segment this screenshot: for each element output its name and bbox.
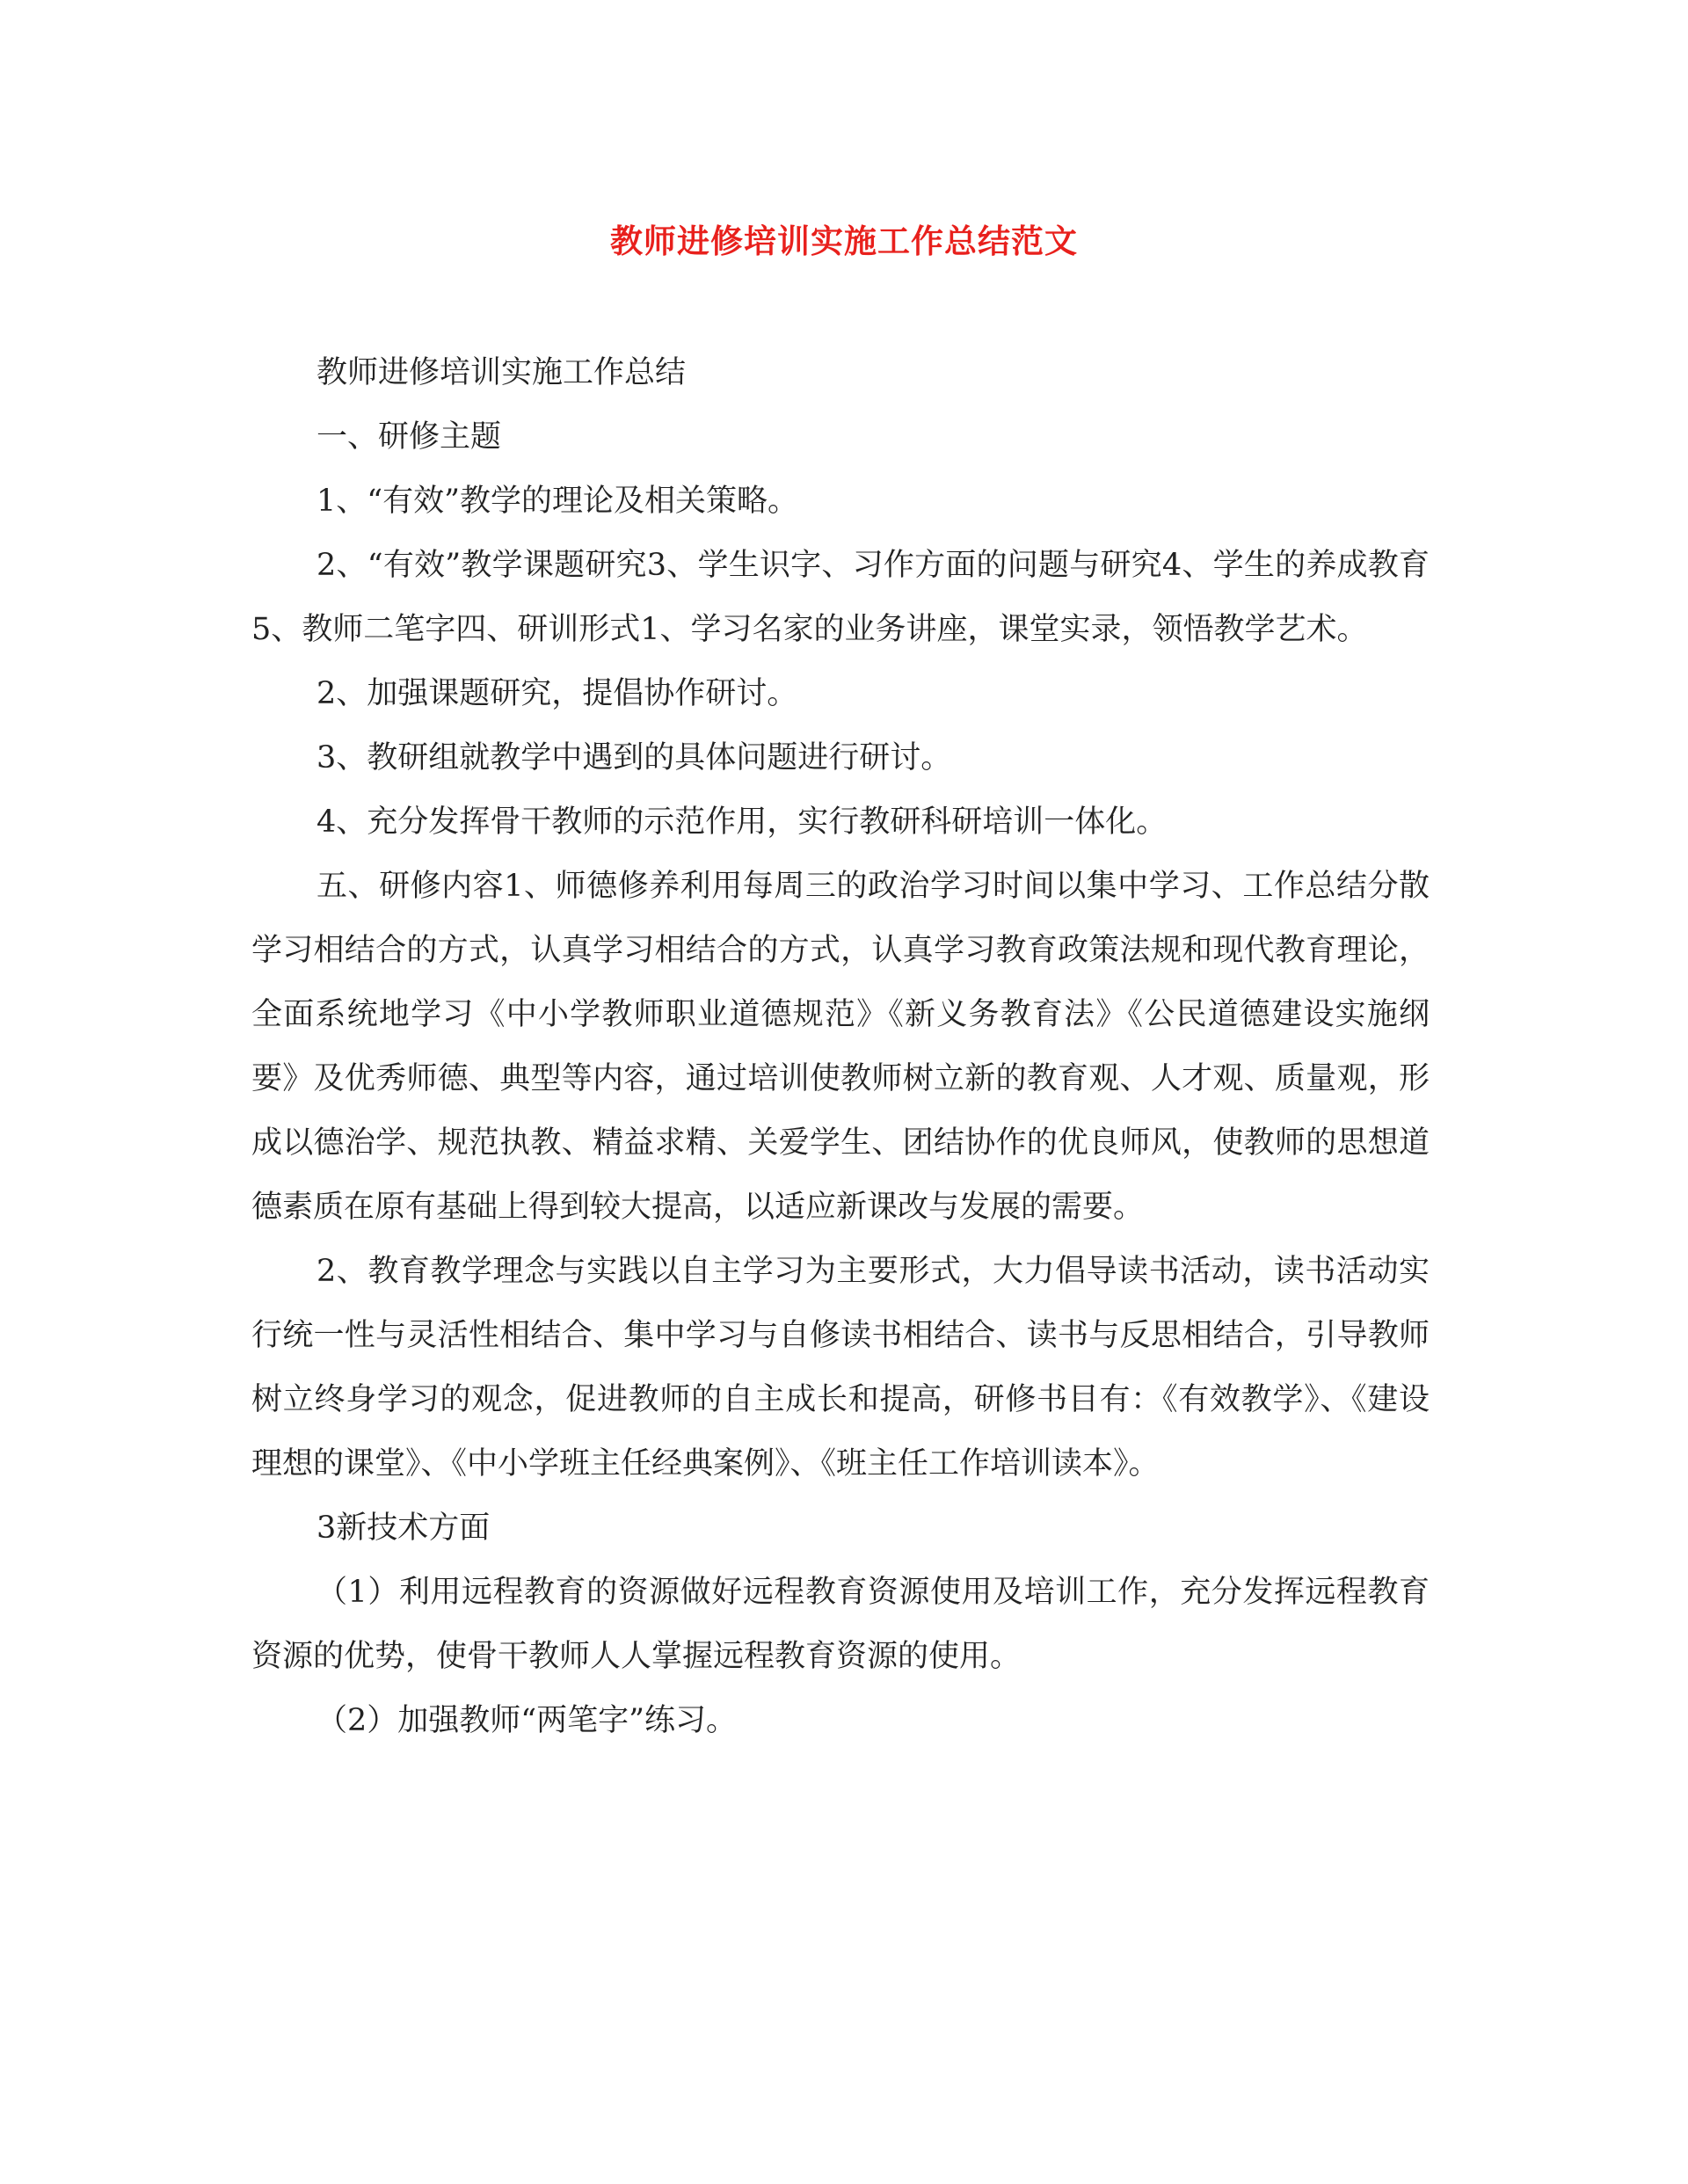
paragraph: 1、“有效”教学的理论及相关策略。 xyxy=(316,484,799,519)
paragraph: 五、研修内容1、师德修养利用每周三的政治学习时间以集中学习、工作总结分散学习相结合的方式，认真学习相结合的方式，认真学习教育政策法规和现代教育理论，全面系统地学习《中小学教师职业道德规范》《新义务教育法》《公民道德建设实施纲要》及优秀师德、典型等内容，通过培训使教师树立新的教育观、人才观、质量观，形成以德治学、规范执教、精益求精、关爱学生、团结协作的优良师风，使教师的思想道德素质在原有基础上得到较大提高，以适应新课改与发展的需要。 xyxy=(251,869,1430,1225)
document-body xyxy=(251,341,1430,1753)
paragraph: 3新技术方面 xyxy=(316,1511,491,1546)
paragraph: 教师进修培训实施工作总结 xyxy=(316,355,687,390)
paragraph: 3、教研组就教学中遇到的具体问题进行研讨。 xyxy=(316,740,952,775)
paragraph: 2、“有效”教学课题研究3、学生识字、习作方面的问题与研究4、学生的养成教育5、教师二笔字四、研训形式1、学习名家的业务讲座，课堂实录，领悟教学艺术。 xyxy=(251,548,1430,647)
paragraph: 4、充分发挥骨干教师的示范作用，实行教研科研培训一体化。 xyxy=(316,804,1168,840)
paragraph: 2、教育教学理念与实践以自主学习为主要形式，大力倡导读书活动，读书活动实行统一性与灵活性相结合、集中学习与自修读书相结合、读书与反思相结合，引导教师树立终身学习的观念，促进教师的自主成长和提高，研修书目有：《有效教学》、《建设理想的课堂》、《中小学班主任经典案例》、《班主任工作培训读本》。 xyxy=(251,1254,1430,1481)
paragraph: 2、加强课题研究，提倡协作研讨。 xyxy=(316,676,798,711)
paragraph: 一、研修主题 xyxy=(316,419,502,455)
paragraph: （2）加强教师“两笔字”练习。 xyxy=(316,1703,738,1738)
paragraph: （1）利用远程教育的资源做好远程教育资源使用及培训工作，充分发挥远程教育资源的优势，使骨干教师人人掌握远程教育资源的使用。 xyxy=(251,1575,1430,1674)
document-title: 教师进修培训实施工作总结范文 xyxy=(610,222,1078,260)
